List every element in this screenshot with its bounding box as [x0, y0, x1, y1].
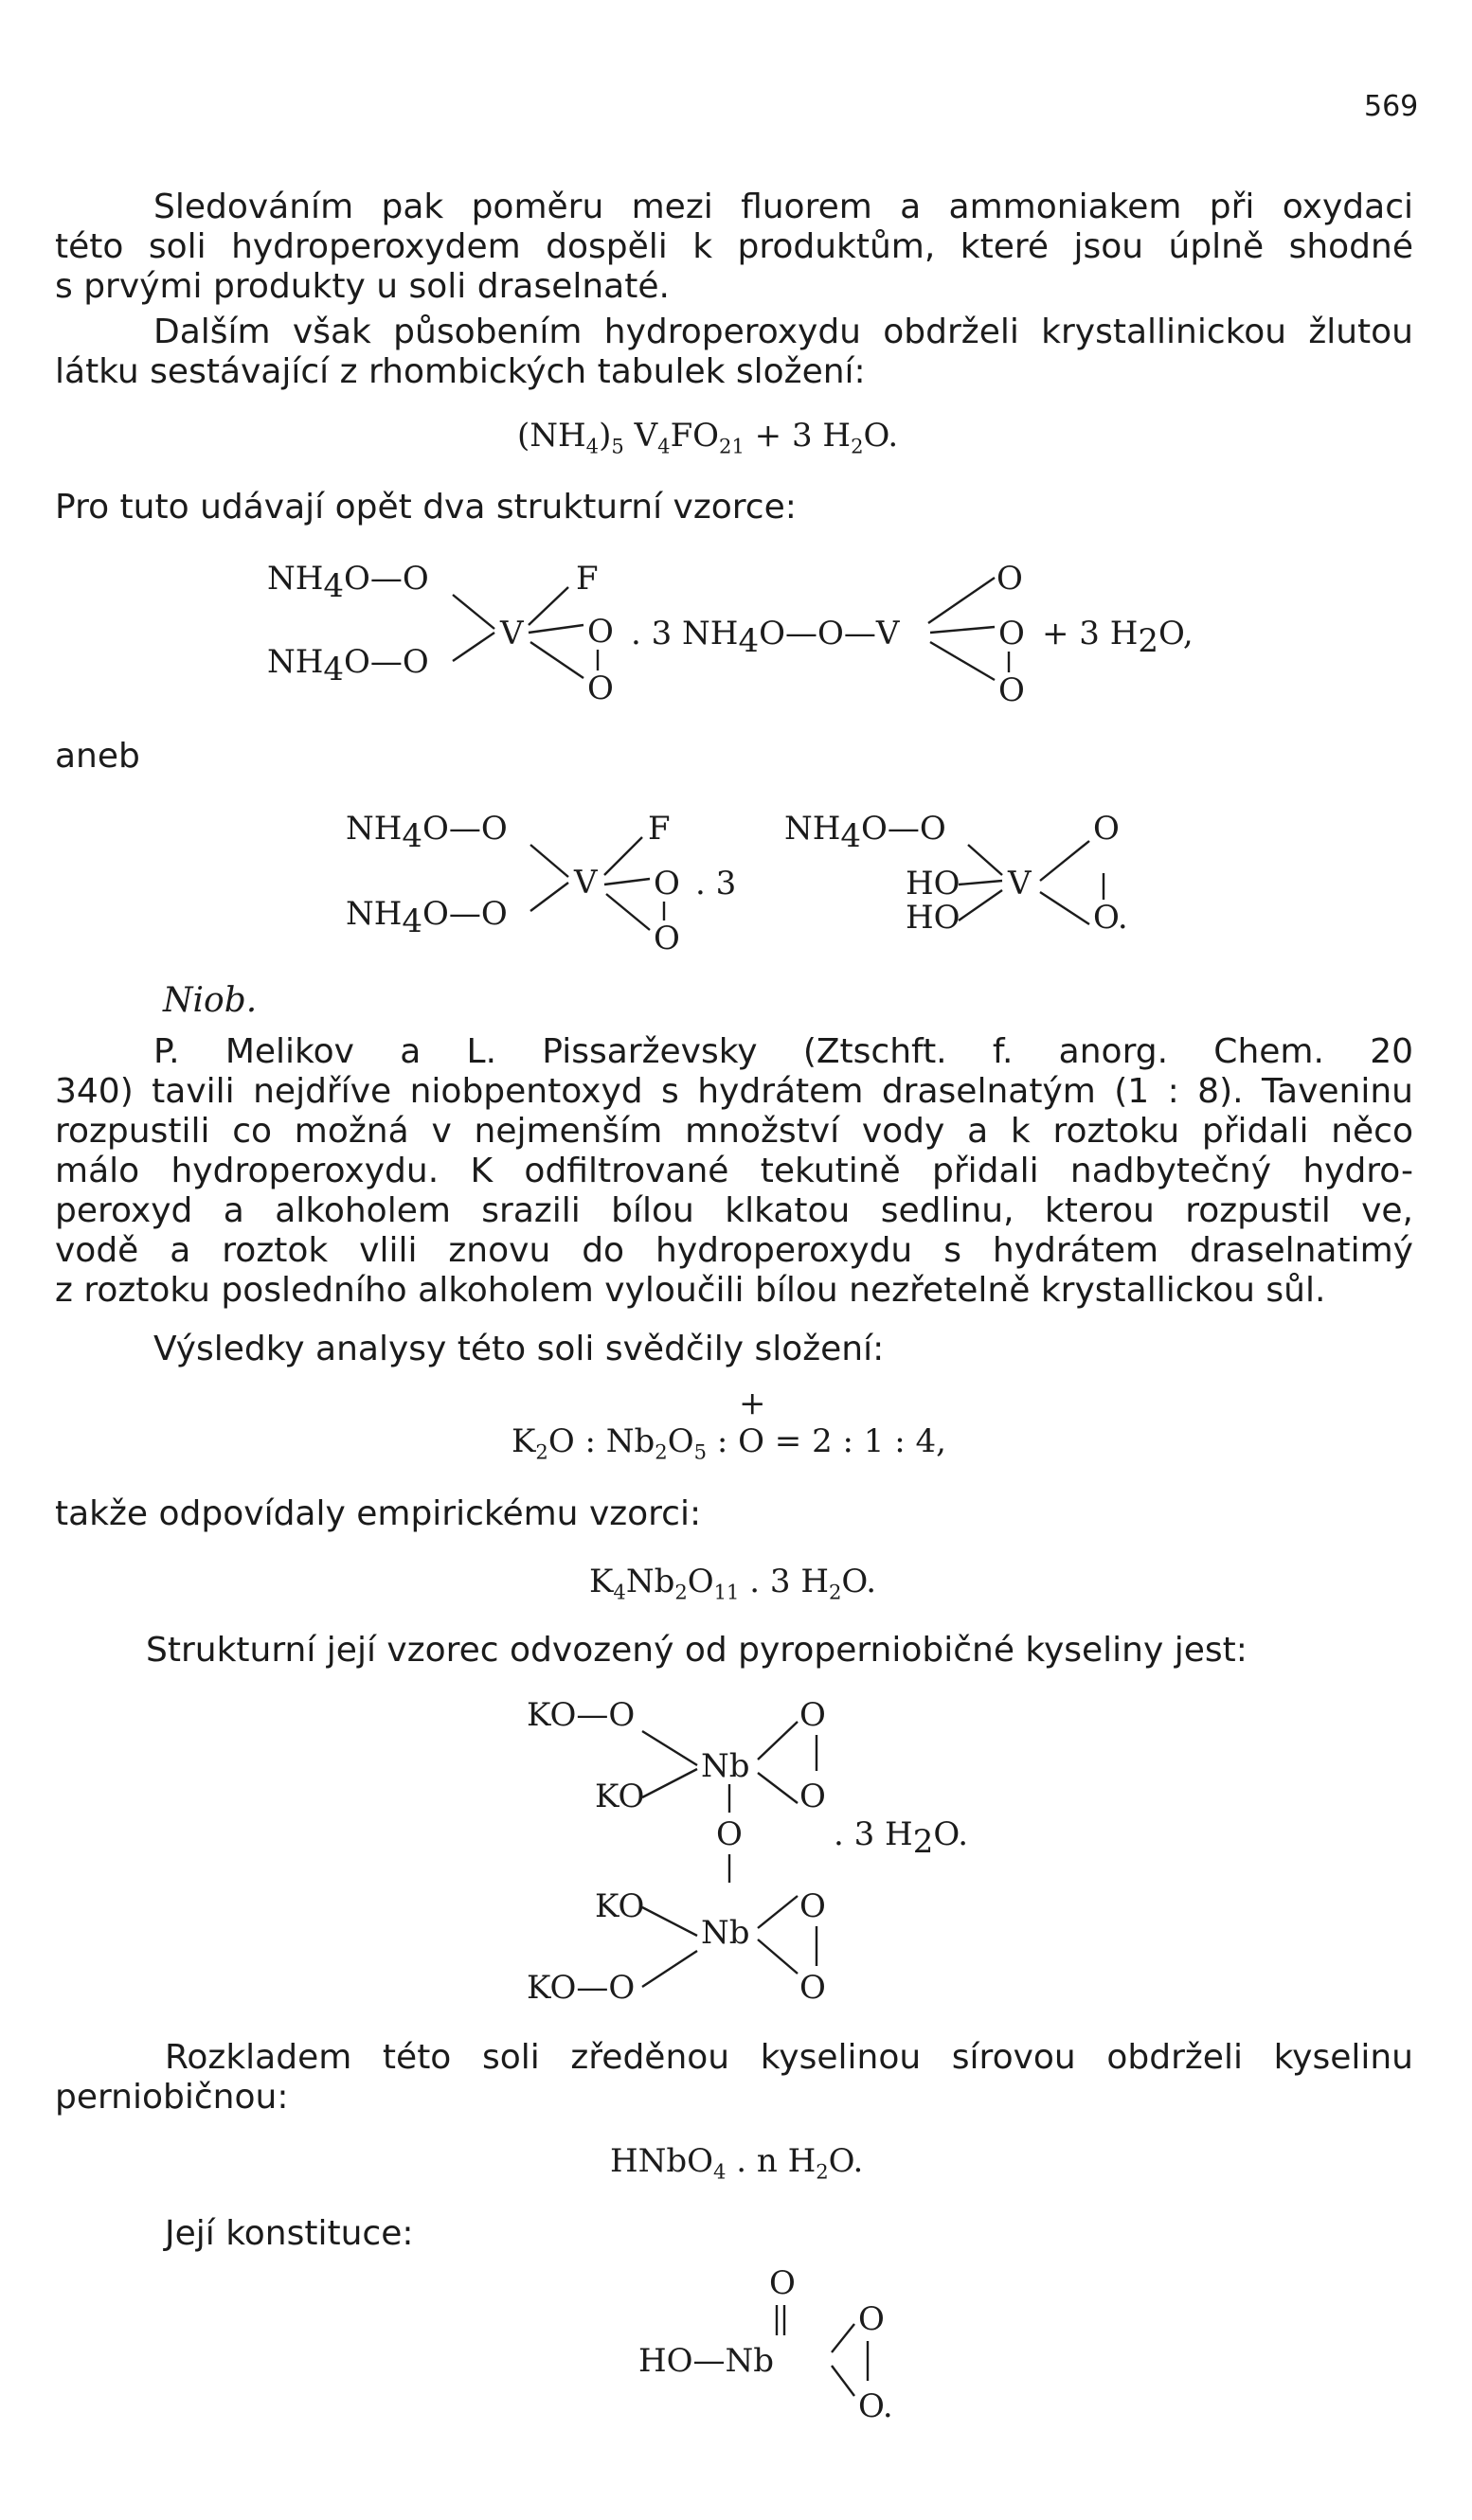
- svg-text:. 3 H2O.: . 3 H2O.: [834, 1815, 969, 1861]
- svg-text:. 3 NH4O—O—V: . 3 NH4O—O—V: [631, 615, 900, 660]
- svg-text:KO: KO: [595, 1778, 645, 1815]
- svg-text:Nb: Nb: [701, 1914, 750, 1952]
- svg-text:O: O: [799, 1696, 826, 1734]
- paragraph-9: [55, 2214, 1413, 2254]
- svg-text:NH4O—O: NH4O—O: [267, 643, 429, 688]
- svg-text:. 3: . 3: [695, 865, 737, 903]
- formula-perniobic-acid: HNbO$_4$ . n $H_2O$.: [610, 2142, 864, 2184]
- svg-text:HO: HO: [906, 899, 960, 937]
- svg-text:NH4O—O: NH4O—O: [267, 560, 429, 605]
- paragraph-4-line-7: z roztoku posledního alkoholem vyloučili bílou nezřetelně krystallickou sůl.: [55, 1271, 1326, 1310]
- svg-text:NH4O—O: NH4O—O: [784, 810, 946, 855]
- svg-text:V: V: [574, 864, 598, 902]
- formula-empirical: $K_4Nb_2O_{11}$ . 3 $H_2O$.: [589, 1563, 877, 1604]
- paragraph-1-line-1: Sledováním pak poměru mezi fluorem a ammoniakem při oxydaci: [153, 188, 1413, 226]
- page-number: 569: [1364, 90, 1419, 123]
- svg-text:F: F: [648, 810, 671, 848]
- structural-formula-1: [256, 549, 1279, 720]
- svg-text:V: V: [500, 615, 524, 652]
- svg-text:O: O: [996, 560, 1023, 598]
- svg-text:HO: HO: [906, 865, 960, 903]
- structural-formula-2: [341, 805, 1194, 966]
- svg-text:O: O: [769, 2264, 796, 2302]
- paragraph-4-line-1: P. Melikov a L. Pissarževsky (Ztschft. f. anorg. Chem. 20: [153, 1032, 1413, 1071]
- section-title-niob: Niob.: [163, 981, 258, 1020]
- svg-text:O.: O.: [1093, 899, 1128, 937]
- svg-text:O: O: [799, 1969, 826, 2007]
- paragraph-4-line-3: rozpustili co možná v nejmenším množství vody a k roztoku přidali něco: [55, 1112, 1413, 1151]
- svg-text:F: F: [576, 560, 599, 598]
- svg-text:Nb: Nb: [701, 1747, 750, 1785]
- paragraph-6: [55, 1494, 1413, 1534]
- paragraph-8-line-2: perniobičnou:: [55, 2078, 289, 2117]
- svg-text:O: O: [587, 613, 614, 651]
- paragraph-2-line-1: Dalším však působením hydroperoxydu obdrželi krystallinickou žlutou: [153, 313, 1413, 351]
- aneb-label: aneb: [55, 737, 140, 776]
- svg-text:O: O: [716, 1815, 743, 1853]
- active-oxygen-plus-mark: +: [739, 1385, 766, 1422]
- structural-formula-pyroperniobate: [521, 1686, 1051, 2027]
- paragraph-8-line-1: Rozkladem této soli zředěnou kyselinou sírovou obdrželi kyselinu: [165, 2038, 1413, 2077]
- svg-text:NH4O—O: NH4O—O: [346, 895, 508, 940]
- svg-text:HO—Nb: HO—Nb: [638, 2342, 775, 2380]
- paragraph-3-line-1: Pro tuto udávají opět dva strukturní vzorce:: [55, 488, 797, 527]
- svg-text:O: O: [654, 920, 680, 957]
- paragraph-9-line-1: Její konstituce:: [165, 2214, 414, 2253]
- svg-text:O.: O.: [858, 2387, 893, 2425]
- svg-text:O: O: [998, 615, 1025, 652]
- paragraph-3: [55, 488, 1413, 527]
- svg-text:+ 3 H2O,: + 3 H2O,: [1042, 615, 1194, 660]
- paragraph-7-line-1: Strukturní její vzorec odvozený od pyroperniobičné kyseliny jest:: [146, 1631, 1248, 1670]
- svg-text:KO—O: KO—O: [527, 1696, 636, 1734]
- paragraph-4-line-4: málo hydroperoxydu. K odfiltrované tekutině přidali nadbytečný hydro-: [55, 1152, 1413, 1190]
- svg-text:O: O: [858, 2300, 885, 2338]
- svg-text:V: V: [1008, 865, 1032, 903]
- paragraph-1-line-3: s prvými produkty u soli draselnaté.: [55, 267, 670, 306]
- svg-text:O: O: [587, 670, 614, 707]
- paragraph-6-line-1: takže odpovídaly empirickému vzorci:: [55, 1494, 702, 1533]
- svg-text:O: O: [799, 1778, 826, 1815]
- paragraph-2-line-2: látku sestávající z rhombických tabulek složení:: [55, 352, 866, 391]
- paragraph-1: [55, 188, 1413, 307]
- paragraph-8: [55, 2038, 1413, 2118]
- paragraph-7: [55, 1631, 1413, 1671]
- svg-text:O: O: [1093, 810, 1120, 848]
- structural-formula-perniobic: [635, 2254, 919, 2434]
- paragraph-1-line-2: této soli hydroperoxydem dospěli k produktům, které jsou úplně shodné: [55, 227, 1413, 266]
- paragraph-4-line-5: peroxyd a alkoholem srazili bílou klkatou sedlinu, kterou rozpustil ve,: [55, 1191, 1413, 1230]
- svg-text:NH4O—O: NH4O—O: [346, 810, 508, 855]
- svg-text:O: O: [799, 1887, 826, 1925]
- svg-text:O: O: [654, 865, 680, 903]
- paragraph-5-line-1: Výsledky analysy této soli svědčily složení:: [153, 1330, 885, 1368]
- svg-text:KO—O: KO—O: [527, 1969, 636, 2007]
- formula-analysis-ratio: + $K_2O$ : $Nb_2O_5$ : O = 2 : 1 : 4,: [512, 1385, 946, 1464]
- svg-text:O: O: [998, 671, 1025, 709]
- paragraph-4: [55, 1032, 1413, 1311]
- formula-ammonium-vanadate: $(NH_4)_5$ $V_4FO_{21} + 3$ $H_2O$.: [517, 417, 899, 458]
- paragraph-4-line-6: vodě a roztok vlili znovu do hydroperoxydu s hydrátem draselnatimý: [55, 1231, 1413, 1270]
- svg-text:KO: KO: [595, 1887, 645, 1925]
- paragraph-2: [55, 313, 1413, 392]
- paragraph-4-line-2: 340) tavili nejdříve niobpentoxyd s hydrátem draselnatým (1 : 8). Taveninu: [55, 1072, 1413, 1111]
- paragraph-5: [55, 1330, 1413, 1369]
